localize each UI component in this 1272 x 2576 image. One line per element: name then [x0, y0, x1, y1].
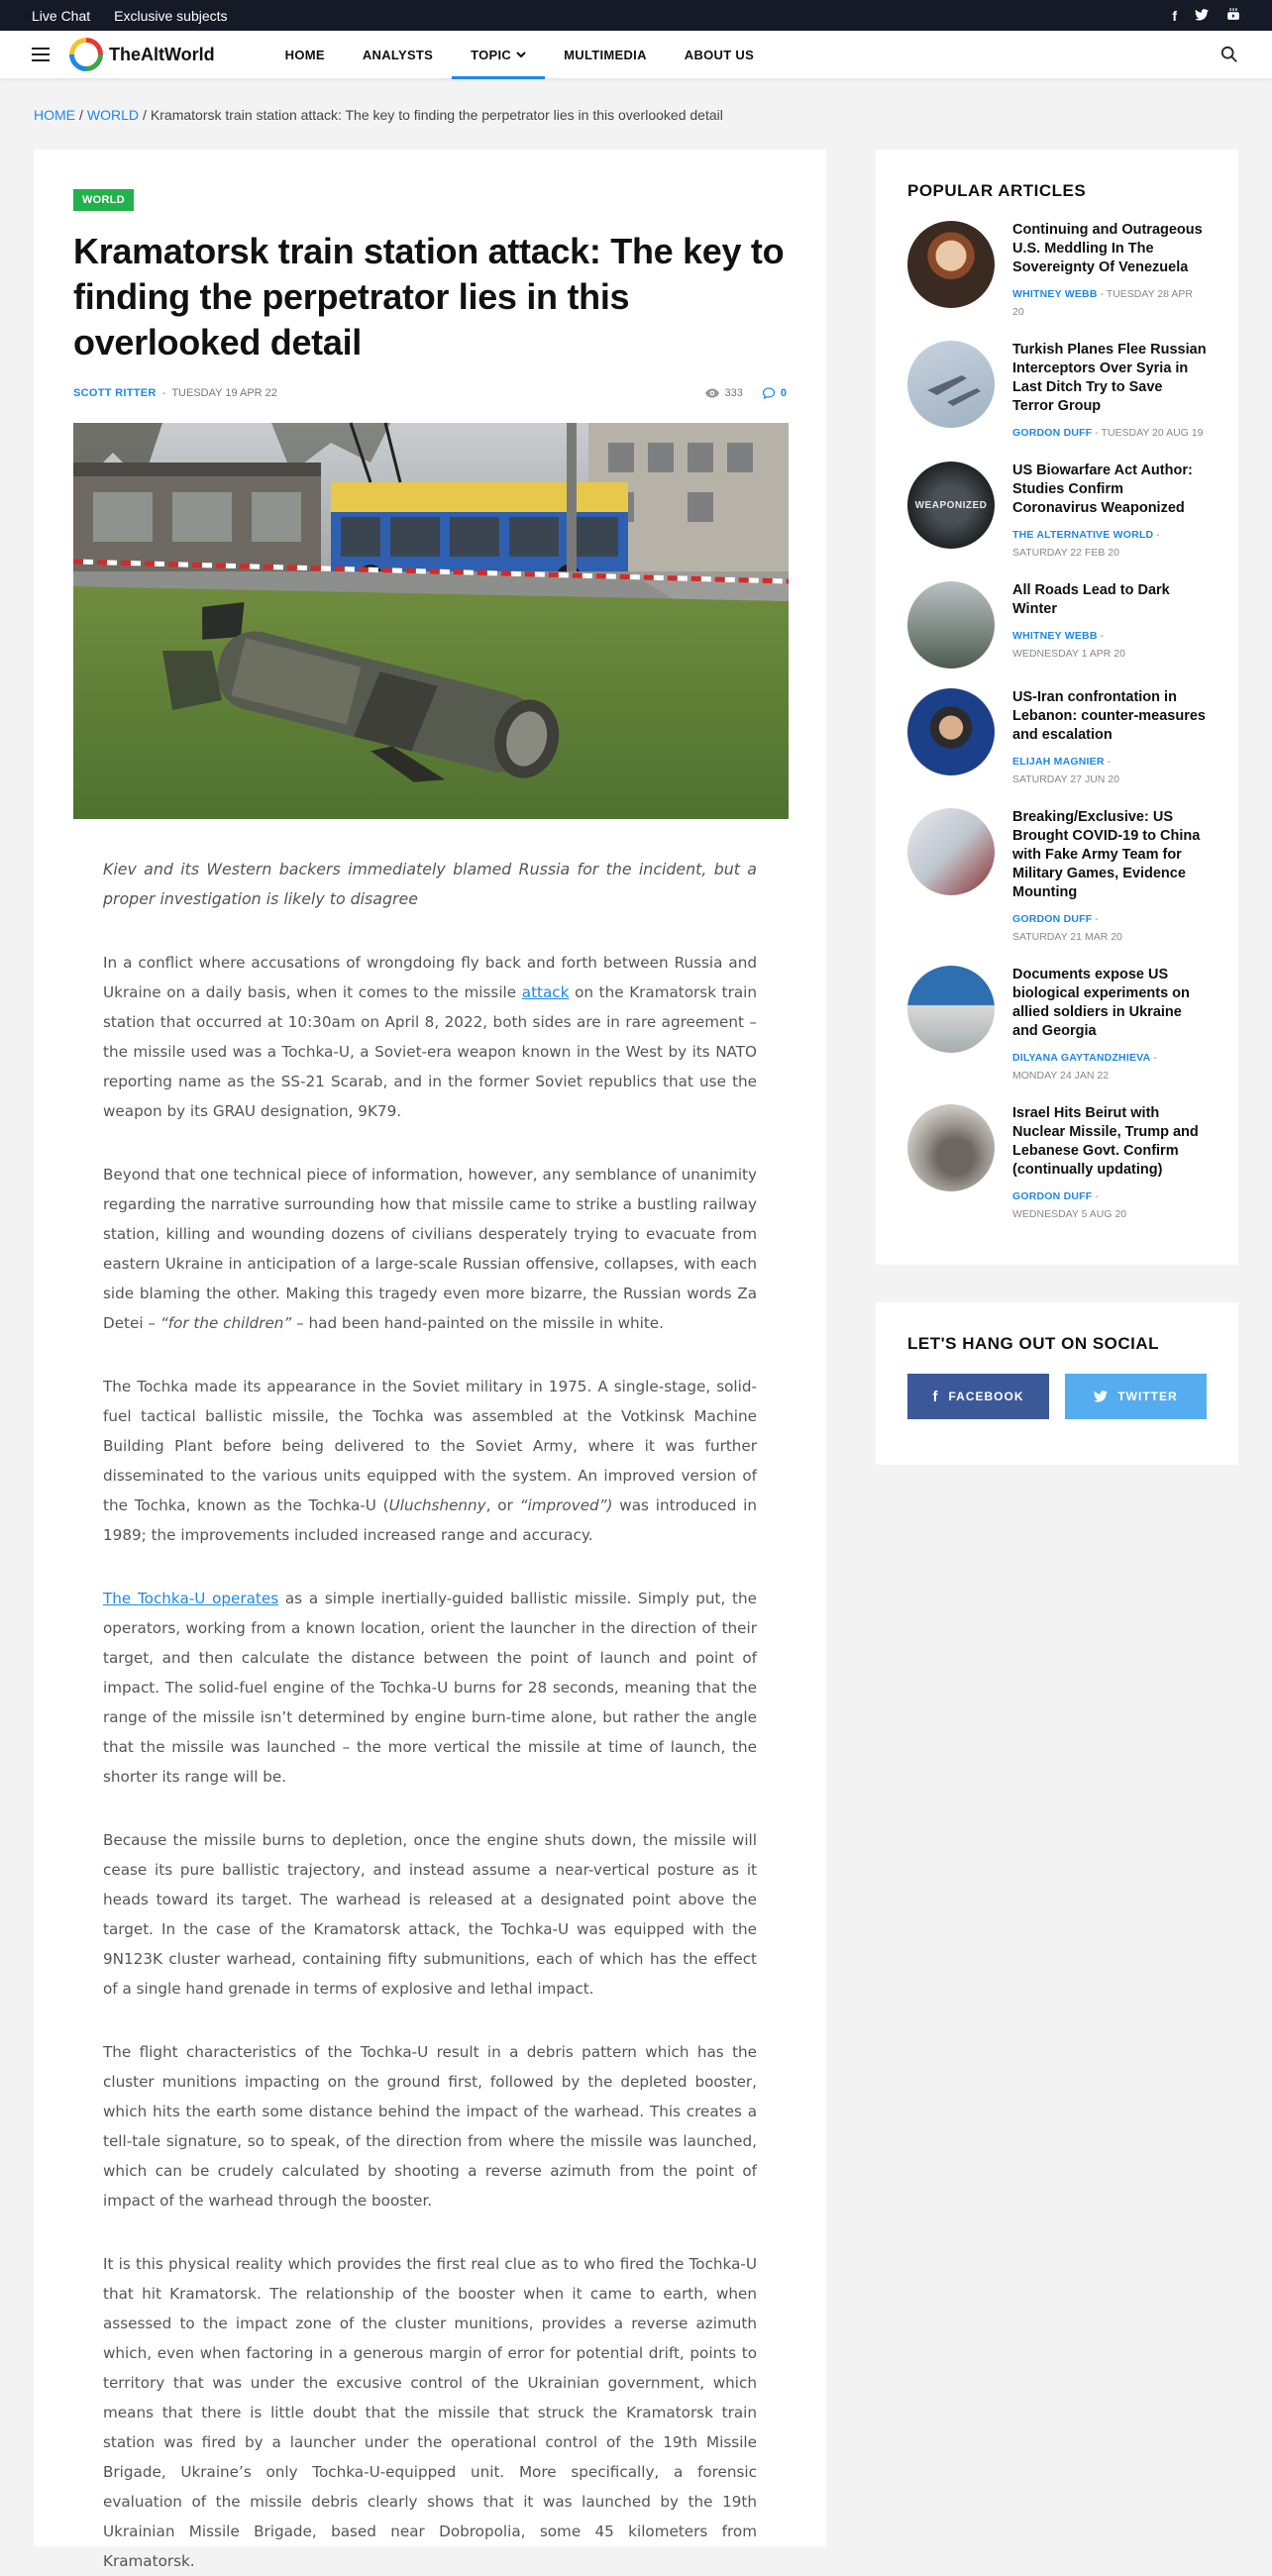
meta-separator: -: [161, 387, 166, 399]
popular-article-date: TUESDAY 28 APR 20: [1012, 288, 1193, 318]
twitter-button[interactable]: [1065, 1374, 1207, 1419]
twitter-icon: [1094, 1391, 1108, 1402]
popular-article-item[interactable]: [907, 221, 1207, 321]
article-thumbnail[interactable]: [907, 808, 995, 895]
facebook-icon[interactable]: f: [1172, 7, 1177, 24]
article-thumbnail[interactable]: [907, 966, 995, 1053]
popular-article-date: SATURDAY 27 JUN 20: [1012, 773, 1119, 785]
popular-article-item[interactable]: [907, 808, 1207, 946]
globe-logo-icon: [69, 38, 103, 71]
article-paragraph: In a conflict where accusations of wrongdoing fly back and forth between Russia and Ukraine on a daily basis, when it comes to the missile attack on the Kramatorsk train station that occurred at 10:30am on April 8, 2022, both sides are in rare agreement – the missile used was a Tochka-U, a Soviet-era weapon known in the West by its NATO reporting name as the SS-21 Scarab, and in the former Soviet republics that use the weapon by its GRAU designation, 9K79.: [103, 954, 757, 1120]
youtube-icon[interactable]: [1226, 7, 1240, 24]
popular-article-author[interactable]: ELIJAH MAGNIER: [1012, 756, 1105, 768]
article-lede: Kiev and its Western backers immediately blamed Russia for the incident, but a proper investigation is likely to disagree: [103, 860, 757, 908]
popular-article-item[interactable]: [907, 341, 1207, 442]
popular-article-date: TUESDAY 20 AUG 19: [1101, 427, 1204, 439]
search-icon[interactable]: [1220, 46, 1238, 63]
article-thumbnail[interactable]: [907, 221, 995, 308]
main-nav: [0, 31, 1272, 79]
menu-icon[interactable]: [32, 48, 50, 61]
popular-article-title[interactable]: Turkish Planes Flee Russian Interceptors Over Syria in Last Ditch Try to Save Terror Group: [1012, 342, 1207, 414]
hero-illustration: [73, 423, 789, 819]
popular-article-author[interactable]: WHITNEY WEBB: [1012, 630, 1098, 642]
comment-icon: [763, 387, 775, 399]
hero-image-missile-debris: [73, 423, 789, 819]
facebook-icon: f: [932, 1388, 939, 1405]
meta-separator: -: [1153, 1052, 1157, 1064]
site-logo[interactable]: [69, 38, 215, 71]
tochka-u-operates-link[interactable]: The Tochka-U operates: [103, 1590, 279, 1607]
meta-separator: -: [1100, 630, 1105, 642]
popular-article-author[interactable]: WHITNEY WEBB: [1012, 288, 1098, 300]
comments-count[interactable]: [763, 387, 787, 399]
article-paragraph: It is this physical reality which provides the first real clue as to who fired the Tochka-U that hit Kramatorsk. The relationship of the booster when it came to earth, when assessed to the impact zone of the cluster munitions, provides a reverse azimuth which, even when factoring in a generous margin of error for potential drift, points to territory that was under the excusive control of the Ukrainian government, which means that there is little doubt that the missile that struck the Kramatorsk train station was fired by a launcher under the operational control of the 19th Missile Brigade, Ukraine’s only Tochka-U-equipped unit. More specifically, a forensic evaluation of the missile debris clearly shows that it was launched by the 19th Ukrainian Missile Brigade, based near Dobropolia, some 45 kilometers from Kramatorsk.: [103, 2255, 757, 2570]
primary-menu: [266, 31, 773, 79]
popular-article-item[interactable]: [907, 1104, 1207, 1223]
thumbnail-text: WEAPONIZED: [914, 499, 988, 511]
popular-article-title[interactable]: Breaking/Exclusive: US Brought COVID-19 to China with Fake Army Team for Military Games, Evidence Mounting: [1012, 809, 1201, 900]
meta-separator: -: [1095, 913, 1099, 925]
chevron-down-icon: [516, 51, 526, 58]
breadcrumb-world[interactable]: WORLD: [86, 106, 140, 123]
comments-value: 0: [780, 387, 787, 399]
content-wrap: [0, 150, 1272, 2570]
popular-article-title[interactable]: US Biowarfare Act Author: Studies Confirm Coronavirus Weaponized: [1012, 463, 1193, 516]
sidebar: [876, 150, 1238, 2546]
article-card: [34, 150, 826, 2570]
popular-article-item[interactable]: [907, 462, 1207, 562]
facebook-label: FACEBOOK: [948, 1390, 1024, 1403]
top-links: [32, 8, 228, 24]
article-meta: [73, 387, 787, 399]
popular-article-author[interactable]: GORDON DUFF: [1012, 913, 1093, 925]
popular-articles-widget: [876, 150, 1238, 1265]
article-paragraph: The flight characteristics of the Tochka-U result in a debris pattern which has the cluster munitions impacting on the ground first, followed by the depleted booster, which hits the earth some distance behind the impact of the warhead. This creates a tell-tale signature, so to speak, of the direction from where the missile was launched, which can be crudely calculated by shooting a reverse azimuth from the point of impact of the warhead through the booster.: [103, 2043, 757, 2210]
meta-separator: -: [1107, 756, 1112, 768]
popular-article-author[interactable]: GORDON DUFF: [1012, 427, 1093, 439]
popular-article-date: SATURDAY 22 FEB 20: [1012, 547, 1119, 559]
breadcrumb: [0, 79, 1272, 150]
menu-item-topic[interactable]: [452, 31, 545, 79]
top-bar: [0, 0, 1272, 31]
menu-item-about-us[interactable]: ABOUT US: [684, 47, 755, 62]
article-title: Kramatorsk train station attack: The key to finding the perpetrator lies in this overlooked detail: [73, 231, 785, 362]
article-paragraph: Beyond that one technical piece of information, however, any semblance of unanimity regarding the narrative surrounding how that missile came to strike a bustling railway station, killing and wounding dozens of civilians desperately trying to evacuate from eastern Ukraine in anticipation of a large-scale Russian offensive, collapses, with each side blaming the other. Making this tragedy even more bizarre, the Russian words Za Detei – “for the children” – had been hand-painted on the missile in white.: [103, 1166, 757, 1332]
live-chat-link[interactable]: Live Chat: [32, 7, 91, 24]
breadcrumb-home[interactable]: HOME: [34, 106, 75, 123]
popular-article-item[interactable]: [907, 966, 1207, 1084]
popular-article-item[interactable]: [907, 581, 1207, 669]
attack-link[interactable]: attack: [521, 983, 570, 1001]
popular-article-item[interactable]: [907, 688, 1207, 788]
category-badge[interactable]: WORLD: [73, 189, 134, 211]
social-heading: LET'S HANG OUT ON SOCIAL: [907, 1334, 1160, 1353]
article-paragraph: The Tochka-U operates as a simple inertially-guided ballistic missile. Simply put, the operators, working from a known location, orient the launcher in the direction of their target, and then calculate the distance between the point of launch and point of impact. The solid-fuel engine of the Tochka-U burns for 28 seconds, meaning that the range of the missile isn’t determined by engine burn-time alone, but rather the angle that the missile was launched – the more vertical the missile at time of launch, the shorter its range will be.: [103, 1590, 757, 1786]
eye-icon: [705, 388, 719, 398]
meta-separator: -: [1100, 288, 1105, 300]
meta-separator: -: [1095, 427, 1099, 439]
twitter-icon[interactable]: [1195, 8, 1209, 24]
popular-article-title[interactable]: All Roads Lead to Dark Winter: [1012, 582, 1170, 617]
menu-item-topic-label: TOPIC: [471, 47, 512, 62]
article-thumbnail[interactable]: [907, 688, 995, 775]
popular-articles-heading: POPULAR ARTICLES: [907, 181, 1087, 200]
breadcrumb-current: Kramatorsk train station attack: The key to finding the perpetrator lies in this overlooked detail: [150, 106, 723, 123]
menu-item-analysts[interactable]: ANALYSTS: [362, 47, 434, 62]
article-body: [73, 819, 787, 2576]
popular-article-title[interactable]: Documents expose US biological experiments on allied soldiers in Ukraine and Georgia: [1012, 967, 1190, 1039]
popular-article-date: WEDNESDAY 5 AUG 20: [1012, 1208, 1127, 1220]
views-value: 333: [724, 387, 743, 399]
exclusive-subjects-link[interactable]: Exclusive subjects: [114, 7, 228, 24]
article-thumbnail[interactable]: [907, 581, 995, 669]
popular-article-author[interactable]: GORDON DUFF: [1012, 1190, 1093, 1202]
twitter-label: TWITTER: [1117, 1390, 1178, 1403]
popular-article-title[interactable]: US-Iran confrontation in Lebanon: counter-measures and escalation: [1012, 689, 1206, 743]
article-thumbnail[interactable]: [907, 341, 995, 428]
views-count: [705, 387, 743, 399]
menu-item-multimedia[interactable]: MULTIMEDIA: [564, 47, 647, 62]
top-social-icons: [1172, 7, 1240, 24]
breadcrumb-separator: /: [79, 106, 83, 123]
logo-text: TheAltWorld: [109, 44, 215, 64]
popular-article-author[interactable]: DILYANA GAYTANDZHIEVA: [1012, 1052, 1151, 1064]
social-widget: [876, 1302, 1238, 1465]
popular-article-title[interactable]: Israel Hits Beirut with Nuclear Missile, Trump and Lebanese Govt. Confirm (continually updating): [1012, 1105, 1199, 1178]
article-paragraph: The Tochka made its appearance in the Soviet military in 1975. A single-stage, solid-fuel tactical ballistic missile, the Tochka was assembled at the Votkinsk Machine Building Plant before being delivered to the Soviet Army, where it was further disseminated to the various units equipped with the system. An improved version of the Tochka, known as the Tochka-U (Uluchshenny, or “improved”) was introduced in 1989; the improvements included increased range and accuracy.: [103, 1378, 757, 1544]
article-thumbnail[interactable]: [907, 462, 995, 549]
breadcrumb-separator: /: [143, 106, 147, 123]
meta-separator: -: [1095, 1190, 1099, 1202]
popular-article-author[interactable]: THE ALTERNATIVE WORLD: [1012, 529, 1154, 541]
article-paragraph: Because the missile burns to depletion, once the engine shuts down, the missile will cease its pure ballistic trajectory, and instead assume a near-vertical posture as it heads toward its target. The warhead is released at a designated point above the target. In the case of the Kramatorsk attack, the Tochka-U was equipped with the 9N123K cluster warhead, containing fifty submunitions, each of which has the effect of a single hand grenade in terms of explosive and lethal impact.: [103, 1831, 757, 1998]
menu-item-home[interactable]: HOME: [284, 47, 325, 62]
facebook-button[interactable]: [907, 1374, 1049, 1419]
popular-article-date: SATURDAY 21 MAR 20: [1012, 931, 1122, 943]
popular-article-date: WEDNESDAY 1 APR 20: [1012, 648, 1125, 660]
popular-article-title[interactable]: Continuing and Outrageous U.S. Meddling In The Sovereignty Of Venezuela: [1012, 222, 1203, 275]
article-author[interactable]: SCOTT RITTER: [73, 387, 157, 399]
article-thumbnail[interactable]: [907, 1104, 995, 1191]
popular-article-date: MONDAY 24 JAN 22: [1012, 1070, 1110, 1082]
article-date: TUESDAY 19 APR 22: [171, 387, 277, 399]
meta-separator: -: [1156, 529, 1160, 541]
